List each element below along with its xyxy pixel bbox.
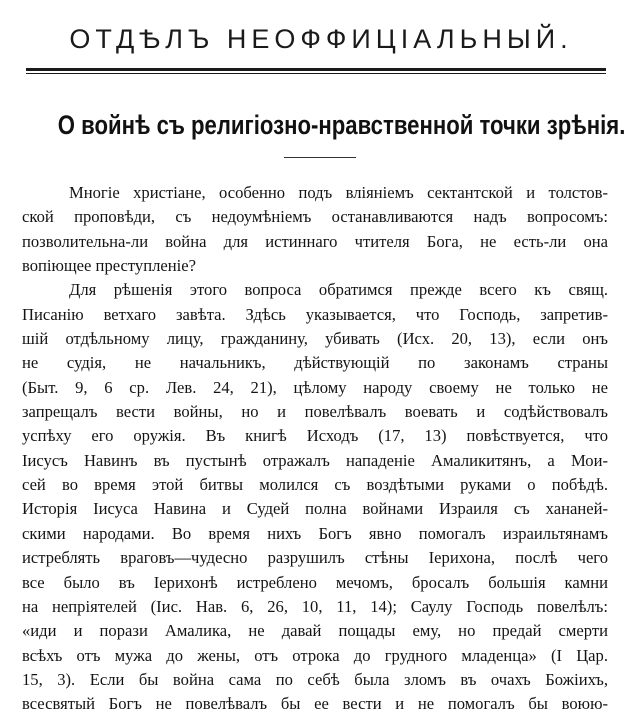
text-line: Исторія Іисуса Навина и Судей полна войнами Израиля съ хананей- [22,499,608,519]
paragraph [22,181,608,278]
section-header: ОТДѢЛЪ НЕОФФИЦІАЛЬНЫЙ. [69,24,573,54]
header-rule-thick [26,68,606,71]
text-line: не судія, не начальникъ, дѣйствующій по законамъ страны [22,353,608,373]
text-line: Многіе христіане, особенно подъ вліяніемъ сектантской и толстов- [69,183,608,202]
text-line: Писанію ветхаго завѣта. Здѣсь указывается, что Господь, запретив- [22,304,608,324]
text-line: ской проповѣди, съ недоумѣніемъ останавливаются надъ вопросомъ: [22,207,608,227]
title-underline [284,157,356,158]
text-line: шій отдѣльному лицу, гражданину, убивать (Исх. 20, 13), если онъ [22,329,608,349]
text-line: «иди и порази Амалика, не давай пощады ему, но предай смерти [22,621,608,641]
text-line: вопіющее преступленіе? [22,256,196,276]
text-line: на непріятелей (Іис. Нав. 6, 26, 10, 11, 14); Саулу Господь повелѣлъ: [22,596,608,616]
text-line: скими народами. Во время нихъ Богъ явно помогалъ израильтянамъ [22,523,608,543]
text-line: все было въ Іерихонѣ истреблено мечомъ, бросалъ большія камни [22,572,608,592]
text-line: 15, 3). Если бы война сама по себѣ была зломъ въ очахъ Божіихъ, [22,669,608,689]
text-line: Для рѣшенія этого вопроса обратимся прежде всего къ свящ. [69,280,608,300]
text-line: запрещалъ вести войны, но и повелѣвалъ воевать и содѣйствовалъ [22,402,608,422]
text-line: истреблять враговъ—чудесно разрушилъ стѣны Іерихона, послѣ чего [22,548,608,568]
text-line: (Быт. 9, 6 ср. Лев. 24, 21), цѣлому народу своему не только не [22,377,608,397]
text-line: всесвятый Богъ не повелѣвалъ бы ее вести и не помогалъ бы воюю- [22,694,608,714]
text-line: Іисусъ Навинъ въ пустынѣ отражалъ нападеніе Амаликитянъ, а Мои- [22,450,608,470]
text-line: успѣху его оружія. Въ книгѣ Исходъ (17, 13) повѣствуется, что [22,426,608,446]
header-rule-thin [26,73,606,74]
paragraph [22,278,608,716]
article-title: О войнѣ съ религіозно-нравственной точки зрѣнія. [57,110,626,140]
article-body [22,181,608,717]
text-line: сей во время этой битвы молился съ воздѣтыми руками о побѣдѣ. [22,475,608,495]
text-line: позволительна-ли война для истиннаго чтителя Бога, не есть-ли она [22,231,608,251]
text-line: всѣхъ отъ мужа до жены, отъ отрока до грудного младенца» (I Цар. [22,645,608,665]
